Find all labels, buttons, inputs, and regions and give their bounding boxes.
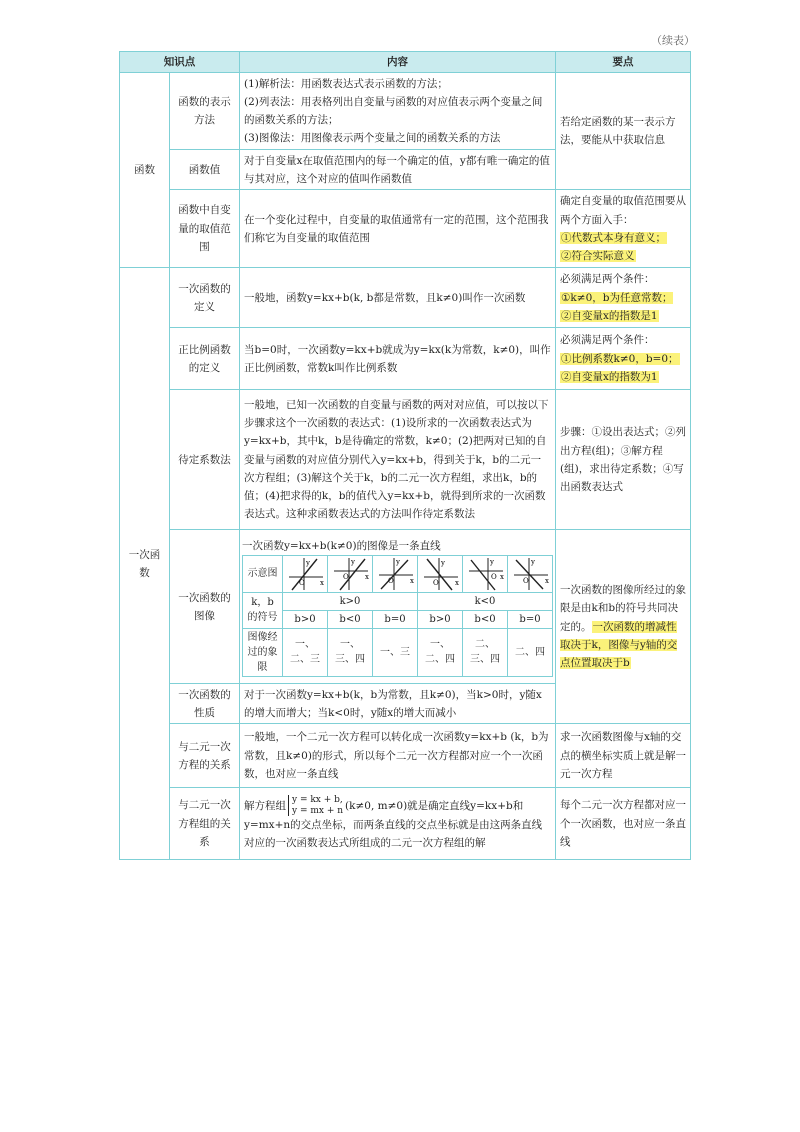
svg-text:O: O [433,578,439,587]
graph-intro: 一次函数y=kx+b(k≠0)的图像是一条直线 [242,539,441,552]
key-intro: 必须满足两个条件： [560,273,655,286]
svg-text:y: y [306,558,310,567]
key-item: ①k≠0，b为任意常数； [561,291,673,304]
topic-cell: 一次函数的图像 [170,530,240,684]
svg-text:y: y [441,558,445,567]
table-row [120,788,691,860]
b-sign: b<0 [328,610,373,628]
row-label: k，b的符号 [243,592,283,628]
diagram-cell [463,555,508,592]
key-item: ②符合实际意义 [561,249,635,262]
quadrant-cell: 一、三、四 [328,628,373,676]
category-function: 函数 [120,73,170,268]
quadrant-cell: 一、二、四 [418,628,463,676]
system-content: (k≠0, m≠0)就是确定直线y=kx+b和y=mx+n的交点坐标，而两条直线的交点坐标就是由这两条直线对应的一次函数表达式所组成的二元一次方程组的解 [244,799,543,850]
svg-text:O: O [523,576,529,585]
table-row [120,530,691,684]
table-row [120,190,691,268]
b-sign: b=0 [373,610,418,628]
graph-k-neg-b-neg [467,557,505,591]
content-cell: 一般地，函数y=kx+b(k, b都是常数，且k≠0)叫作一次函数 [240,268,556,328]
graph-k-neg-b-zero [512,557,550,591]
content-cell [240,73,556,150]
diagram-row [243,555,553,592]
svg-text:y: y [490,557,494,566]
svg-text:x: x [320,578,324,587]
key-cell [556,190,691,268]
svg-text:O: O [343,572,349,581]
table-row [120,73,691,150]
header-row [120,52,691,73]
content-cell: 在一个变化过程中，自变量的取值通常有一定的范围，这个范围我们称它为自变量的取值范围 [240,190,556,268]
topic-cell: 与二元一次方程组的关系 [170,788,240,860]
key-cell: 每个二元一次方程都对应一个一次函数，也对应一条直线 [556,788,691,860]
content-cell [240,788,556,860]
equation-2: y = mx + n [292,805,344,816]
key-intro: 必须满足两个条件： [560,334,655,347]
diagram-cell [328,555,373,592]
graph-k-pos-b-neg [332,557,370,591]
topic-cell: 与二元一次方程的关系 [170,724,240,788]
content-cell: 一般地，一个二元一次方程可以转化成一次函数y=kx+b (k，b为常数，且k≠0)的形式，所以每个二元一次方程都对应一个一次函数，也对应一条直线 [240,724,556,788]
svg-text:O: O [299,578,305,587]
svg-text:x: x [455,578,459,587]
continued-label: （续表） [651,34,695,47]
table-row [120,724,691,788]
svg-text:x: x [410,576,414,585]
quadrant-cell: 一、二、三 [283,628,328,676]
b-sign: b=0 [508,610,553,628]
equation-system [288,795,343,817]
graph-k-pos-b-pos [287,557,325,591]
content-line: (2)列表法：用表格列出自变量与函数的对应值表示两个变量之间的函数关系的方法； [244,96,543,127]
svg-text:x: x [500,572,504,581]
graph-k-pos-b-zero [377,557,415,591]
key-text: 一次函数的图像所经过的象限是由k和b的符号共同决定的。 [560,584,686,633]
quadrant-row [243,628,553,676]
knowledge-table [119,51,691,860]
key-item: ②自变量x的指数为1 [561,370,658,383]
content-line: (3)图像法：用图像表示两个变量之间的函数关系的方法 [244,132,501,145]
key-item: ①代数式本身有意义； [561,231,666,244]
key-item: ②自变量x的指数是1 [561,309,658,322]
b-sign: b<0 [463,610,508,628]
key-cell [556,530,691,724]
table-row [120,268,691,328]
diagram-cell [373,555,418,592]
topic-cell: 函数值 [170,150,240,190]
key-cell: 求一次函数图像与x轴的交点的横坐标实质上就是解一元一次方程 [556,724,691,788]
key-cell [556,268,691,328]
k-sign: k<0 [418,592,553,610]
row-label: 示意图 [243,555,283,592]
b-sign: b>0 [418,610,463,628]
content-cell: 对于一次函数y=kx+b(k，b为常数，且k≠0)，当k>0时，y随x的增大而增大；当k<0时，y随x的增大而减小 [240,684,556,724]
content-cell: 对于自变量x在取值范围内的每一个确定的值，y都有唯一确定的值与其对应，这个对应的值叫作函数值 [240,150,556,190]
quadrant-cell: 二、三、四 [463,628,508,676]
table-row [120,328,691,390]
k-sign-row [243,592,553,610]
svg-text:x: x [545,576,549,585]
key-cell: 若给定函数的某一表示方法，要能从中获取信息 [556,73,691,190]
content-cell: 当b=0时，一次函数y=kx+b就成为y=kx(k为常数，k≠0)，叫作正比例函数，常数k叫作比例系数 [240,328,556,390]
topic-cell: 函数中自变量的取值范围 [170,190,240,268]
key-cell [556,328,691,390]
diagram-cell [508,555,553,592]
quadrant-cell: 一、三 [373,628,418,676]
topic-cell: 一次函数的性质 [170,684,240,724]
system-prefix: 解方程组 [244,799,286,812]
topic-cell: 一次函数的定义 [170,268,240,328]
graph-table [242,555,553,677]
b-sign: b>0 [283,610,328,628]
svg-text:y: y [531,557,535,566]
quadrant-cell: 二、四 [508,628,553,676]
header-content: 内容 [240,52,556,73]
topic-cell: 正比例函数的定义 [170,328,240,390]
svg-text:y: y [396,557,400,566]
key-cell: 步骤：①设出表达式；②列出方程(组)；③解方程(组)，求出待定系数；④写出函数表达式 [556,390,691,530]
header-key: 要点 [556,52,691,73]
svg-text:O: O [491,572,497,581]
topic-cell: 函数的表示方法 [170,73,240,150]
content-cell [240,530,556,684]
b-sign-row [243,610,553,628]
row-label: 图像经过的象限 [243,628,283,676]
diagram-cell [418,555,463,592]
graph-k-neg-b-pos [422,557,460,591]
svg-text:O: O [388,576,394,585]
svg-text:x: x [365,572,369,581]
k-sign: k>0 [283,592,418,610]
table-row [120,390,691,530]
key-highlight: 一次函数的增减性取决于k，图像与y轴的交点位置取决于b [560,620,678,669]
content-line: (1)解析法：用函数表达式表示函数的方法； [244,77,448,90]
equation-1: y = kx + b, [292,794,343,805]
topic-cell: 待定系数法 [170,390,240,530]
key-item: ①比例系数k≠0，b=0； [561,352,679,365]
category-linear: 一次函数 [120,268,170,860]
content-cell: 一般地，已知一次函数的自变量与函数的两对对应值，可以按以下步骤求这个一次函数的表达式：(1)设所求的一次函数表达式为y=kx+b，其中k，b是待确定的常数，k≠0；(2)把两对已知的自变量与函数的对应值分别代入y=kx+b，得到关于k，b的二元一次方程组；(3)解这个关于k，b的二元一次方程组，求出k，b的值；(4)把求得的k，b的值代入y=kx+b，就得到所求的一次函数表达式。这种求函数表达式的方法叫作待定系数法 [240,390,556,530]
key-intro: 确定自变量的取值范围要从两个方面入手： [560,195,686,226]
diagram-cell [283,555,328,592]
svg-text:y: y [351,557,355,566]
header-knowledge: 知识点 [120,52,240,73]
